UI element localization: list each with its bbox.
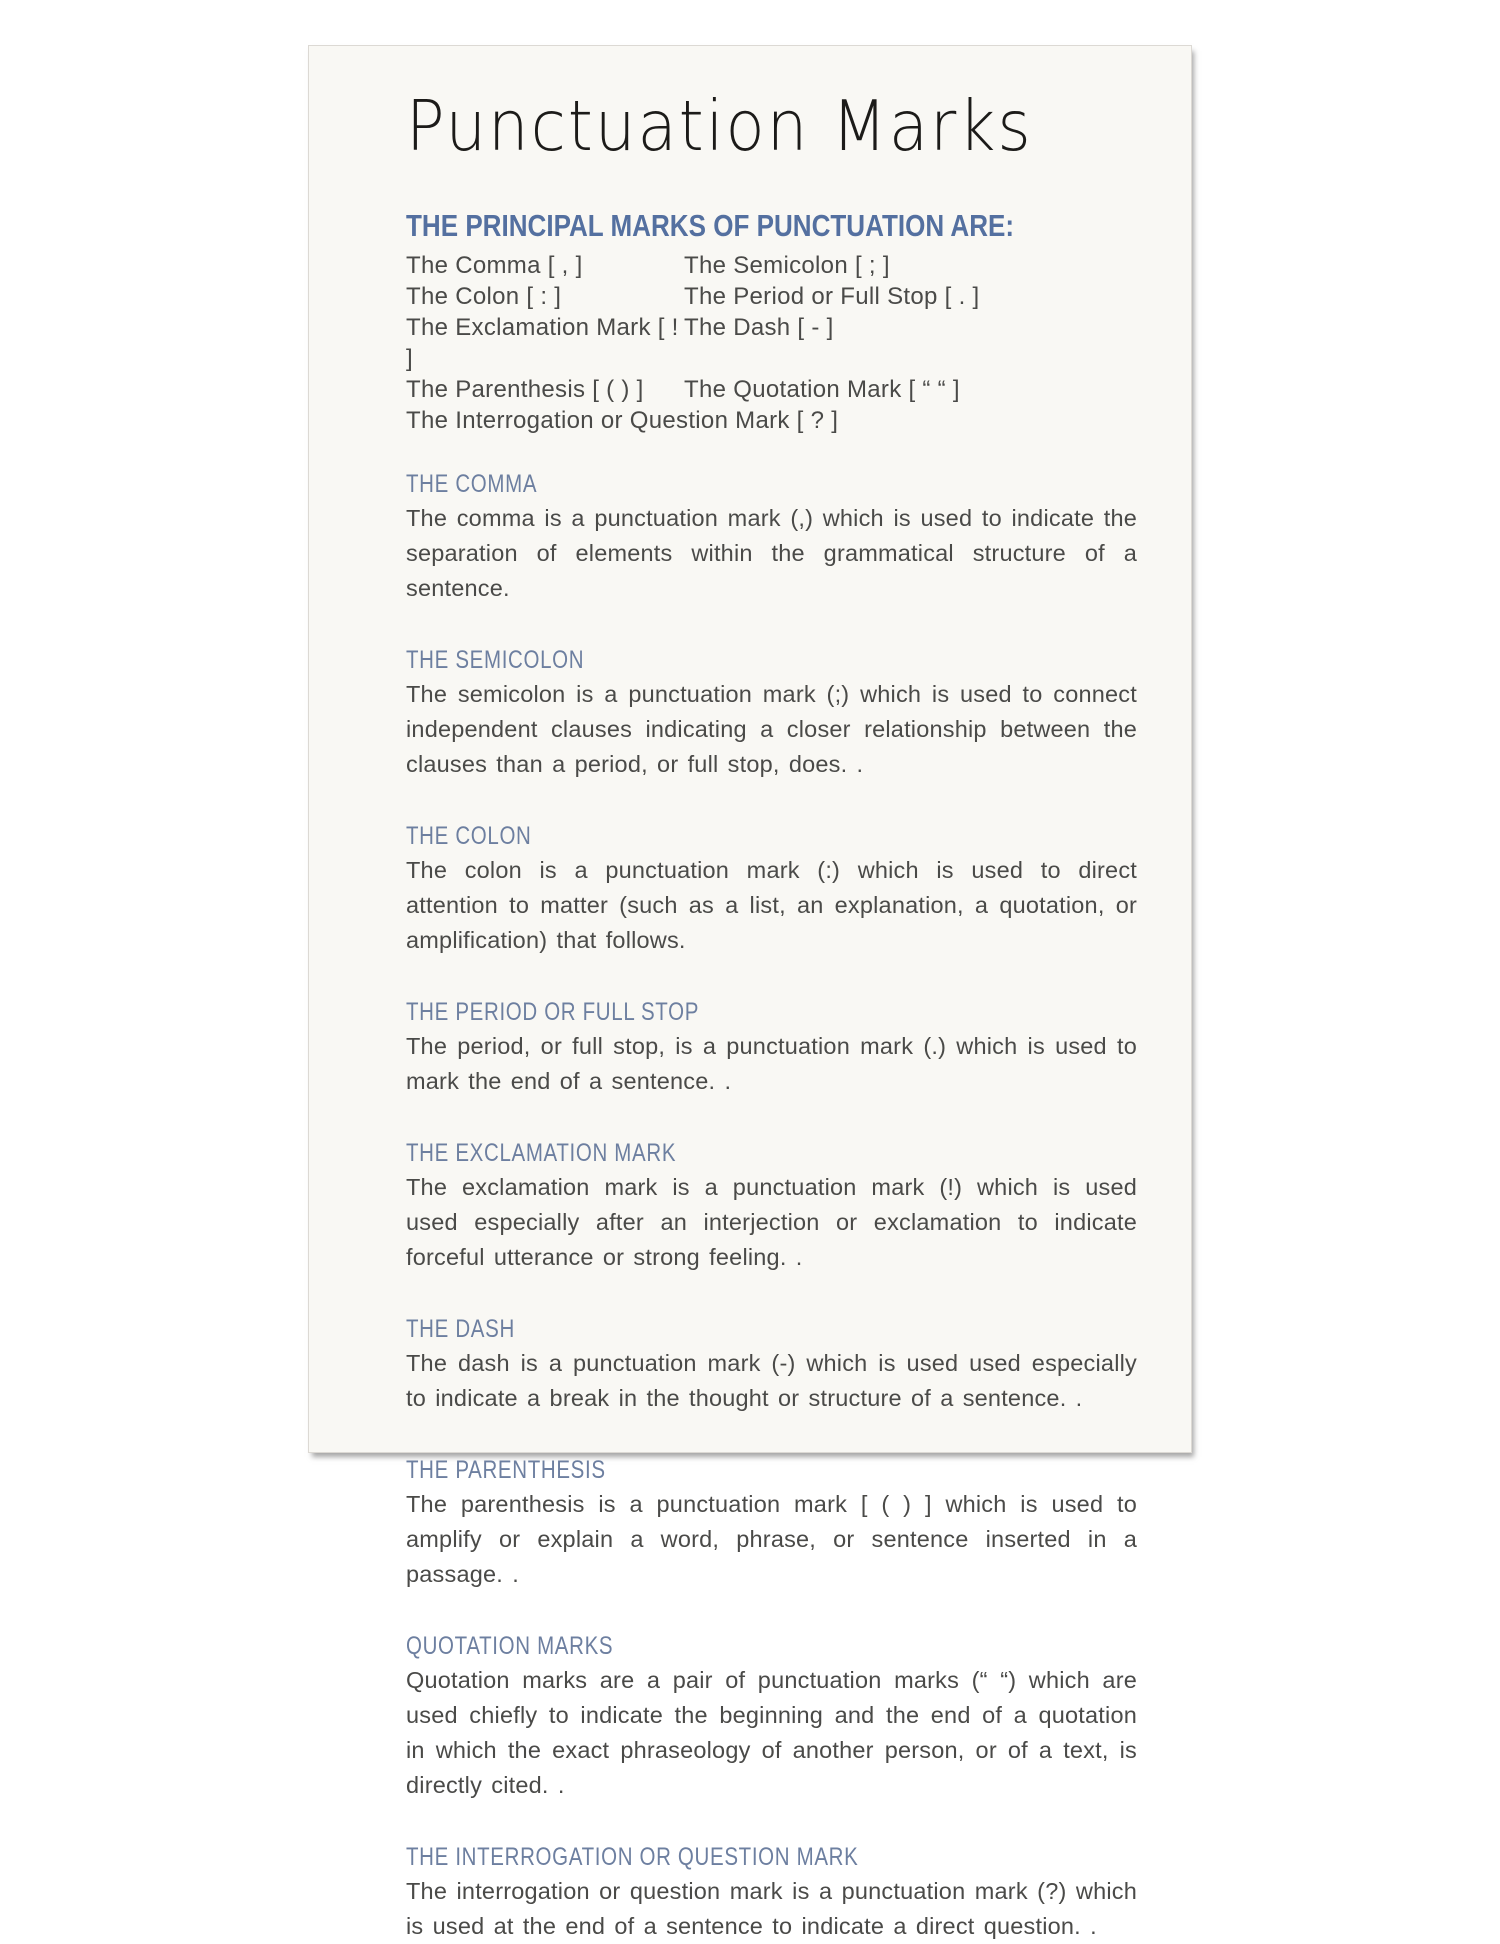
section-heading-exclamation: THE EXCLAMATION MARK [406, 1139, 677, 1167]
definition-sections [406, 470, 1137, 1944]
list-item-exclamation: The Exclamation Mark [ ! ] [406, 314, 679, 372]
list-item-comma: The Comma [ , ] [406, 252, 583, 279]
section-body-exclamation: The exclamation mark is a punctuation mark (!) which is used used especially after an interjection or exclamation to indicate forceful utterance or strong feeling. . [406, 1174, 1137, 1270]
list-item-dash: The Dash [ - ] [684, 314, 834, 341]
section-body-comma: The comma is a punctuation mark (,) which is used to indicate the separation of elements within the grammatical structure of a sentence. [406, 505, 1137, 601]
section-semicolon [406, 646, 1137, 782]
section-heading-interrogation: THE INTERROGATION OR QUESTION MARK [406, 1843, 859, 1871]
section-body-period: The period, or full stop, is a punctuation mark (.) which is used to mark the end of a sentence. . [406, 1033, 1137, 1094]
list-item-interrogation: The Interrogation or Question Mark [ ? ] [406, 407, 839, 434]
section-heading-period: THE PERIOD OR FULL STOP [406, 998, 700, 1026]
section-interrogation [406, 1843, 1137, 1944]
principal-marks-list [406, 250, 1137, 436]
section-body-dash: The dash is a punctuation mark (-) which is used used especially to indicate a break in the thought or structure of a sentence. . [406, 1350, 1137, 1411]
section-heading-semicolon: THE SEMICOLON [406, 646, 585, 674]
section-quotation [406, 1632, 1137, 1803]
list-item-period: The Period or Full Stop [ . ] [684, 283, 980, 310]
section-period [406, 998, 1137, 1099]
section-dash [406, 1315, 1137, 1416]
list-item-parenthesis: The Parenthesis [ ( ) ] [406, 376, 644, 403]
card-content [309, 46, 1191, 1944]
list-item-colon: The Colon [ : ] [406, 283, 562, 310]
section-body-semicolon: The semicolon is a punctuation mark (;) which is used to connect independent clauses indicating a closer relationship between the clauses than a period, or full stop, does. . [406, 681, 1137, 777]
section-heading-parenthesis: THE PARENTHESIS [406, 1456, 606, 1484]
punctuation-card [308, 45, 1192, 1939]
section-heading-colon: THE COLON [406, 822, 532, 850]
section-body-colon: The colon is a punctuation mark (:) which is used to direct attention to matter (such as a list, an explanation, a quotation, or amplification) that follows. [406, 857, 1137, 953]
section-colon [406, 822, 1137, 958]
list-item-semicolon: The Semicolon [ ; ] [684, 252, 890, 279]
section-exclamation [406, 1139, 1137, 1275]
section-comma [406, 470, 1137, 606]
section-body-quotation: Quotation marks are a pair of punctuation marks (“ “) which are used chiefly to indicate the beginning and the end of a quotation in which the exact phraseology of another person, or of a text, is directly cited. . [406, 1667, 1137, 1798]
principal-marks-heading: THE PRINCIPAL MARKS OF PUNCTUATION ARE: [406, 208, 1015, 243]
section-parenthesis [406, 1456, 1137, 1592]
section-heading-dash: THE DASH [406, 1315, 515, 1343]
section-body-parenthesis: The parenthesis is a punctuation mark [ ( ) ] which is used to amplify or explain a word, phrase, or sentence inserted in a passage. . [406, 1491, 1137, 1587]
section-heading-comma: THE COMMA [406, 470, 538, 498]
document-title: Punctuation Marks [406, 87, 1033, 168]
list-item-quotation: The Quotation Mark [ “ “ ] [684, 376, 960, 403]
section-body-interrogation: The interrogation or question mark is a punctuation mark (?) which is used at the end of a sentence to indicate a direct question. . [406, 1878, 1137, 1939]
section-heading-quotation: QUOTATION MARKS [406, 1632, 614, 1660]
